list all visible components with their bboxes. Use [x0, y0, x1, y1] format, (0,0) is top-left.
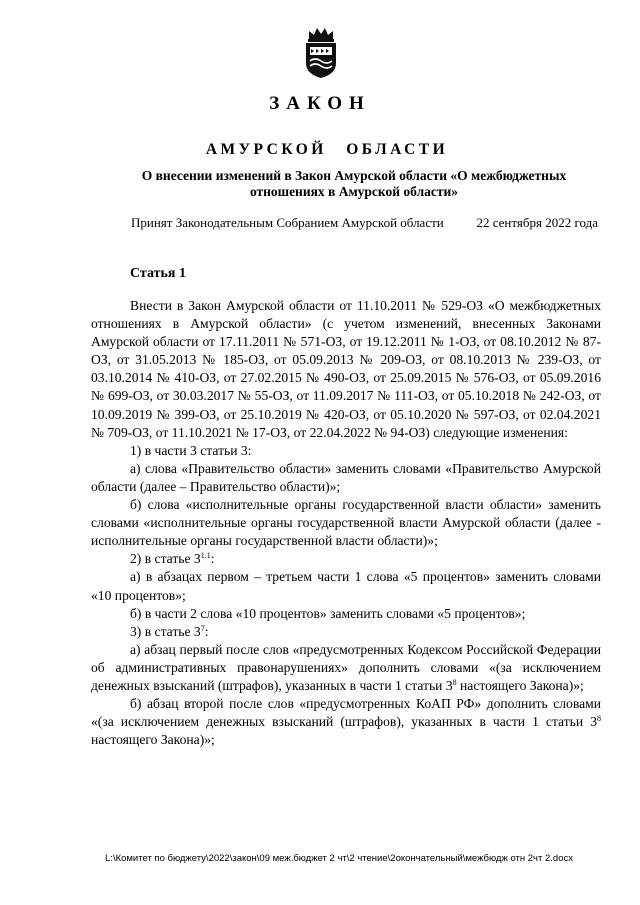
- list-item: [91, 695, 601, 749]
- article-intro: Внести в Закон Амурской области от 11.10.2011 № 529-ОЗ «О межбюджетных отношениях в Амурской области» (с учетом изменений, внесенных Законами Амурской области от 17.11.2011 № 571-ОЗ, от 19.12.2011 № 1-ОЗ, от 08.10.2012 № 87-ОЗ, от 31.05.2013 № 185-ОЗ, от 05.09.2013 № 209-ОЗ, от 08.10.2013 № 239-ОЗ, от 03.10.2014 № 410-ОЗ, от 27.02.2015 № 490-ОЗ, от 25.09.2015 № 576-ОЗ, от 05.09.2016 № 699-ОЗ, от 30.03.2017 № 55-ОЗ, от 11.09.2017 № 111-ОЗ, от 05.10.2018 № 242-ОЗ, от 10.09.2019 № 399-ОЗ, от 25.10.2019 № 420-ОЗ, от 05.10.2020 № 597-ОЗ, от 02.04.2021 № 709-ОЗ, от 11.10.2021 № 17-ОЗ, от 22.04.2022 № 94-ОЗ) следующие изменения:: [91, 298, 601, 440]
- superscript: 1.1: [200, 551, 211, 561]
- article-title: Статья 1: [130, 266, 186, 281]
- item-text: :: [204, 623, 209, 639]
- adopted-by: Принят Законодательным Собранием Амурской области: [131, 215, 444, 230]
- item-text: а) абзац первый после слов «предусмотренных Кодексом Российской Федерации об административных правонарушениях» дополнить словами «(за исключением денежных взысканий (штрафов), указанных в части 1 статьи 3: [91, 641, 601, 693]
- list-item: 1) в части 3 статьи 3:: [130, 442, 252, 458]
- list-item: б) в части 2 слова «10 процентов» заменить словами «5 процентов»;: [130, 605, 526, 621]
- amur-region-coat-of-arms-icon: [301, 25, 341, 79]
- list-item: а) слова «Правительство области» заменить словами «Правительство Амурской области (далее – Правительство области)»;: [91, 460, 601, 494]
- item-text: 2) в статье 3: [130, 551, 201, 567]
- list-item: а) в абзацах первом – третьем части 1 слова «5 процентов» заменить словами «10 процентов»;: [91, 569, 601, 603]
- superscript: 8: [452, 677, 457, 687]
- item-text: настоящего Закона)»;: [456, 677, 584, 693]
- adopted-date: 22 сентября 2022 года: [476, 215, 598, 230]
- superscript: 7: [200, 623, 205, 633]
- item-text: настоящего Закона)»;: [91, 732, 215, 748]
- region-title: АМУРСКОЙ ОБЛАСТИ: [205, 141, 449, 158]
- file-path-footer: L:\Комитет по бюджету\2022\закон\09 меж.бюджет 2 чт\2 чтение\2окончательный\межбюдж отн 2чт 2.docx: [105, 853, 573, 864]
- law-title: ЗАКОН: [269, 93, 371, 114]
- item-text: б) абзац второй после слов «предусмотренных КоАП РФ» дополнить словами «(за исключением денежных взысканий (штрафов), указанных в части 1 статьи 3: [91, 696, 601, 730]
- article-body: [91, 297, 601, 749]
- list-item: [91, 550, 601, 568]
- list-item: б) слова «исполнительные органы государственной власти области» заменить словами «исполнительные органы государственной власти Амурской области (далее - исполнительные органы государственной власти области)»;: [91, 497, 601, 549]
- item-text: :: [210, 551, 215, 567]
- list-item: [91, 623, 601, 641]
- superscript: 8: [597, 714, 601, 724]
- law-subtitle: О внесении изменений в Закон Амурской области «О межбюджетных отношениях в Амурской области»: [141, 168, 567, 199]
- list-item: [91, 641, 601, 695]
- item-text: 3) в статье 3: [130, 623, 201, 639]
